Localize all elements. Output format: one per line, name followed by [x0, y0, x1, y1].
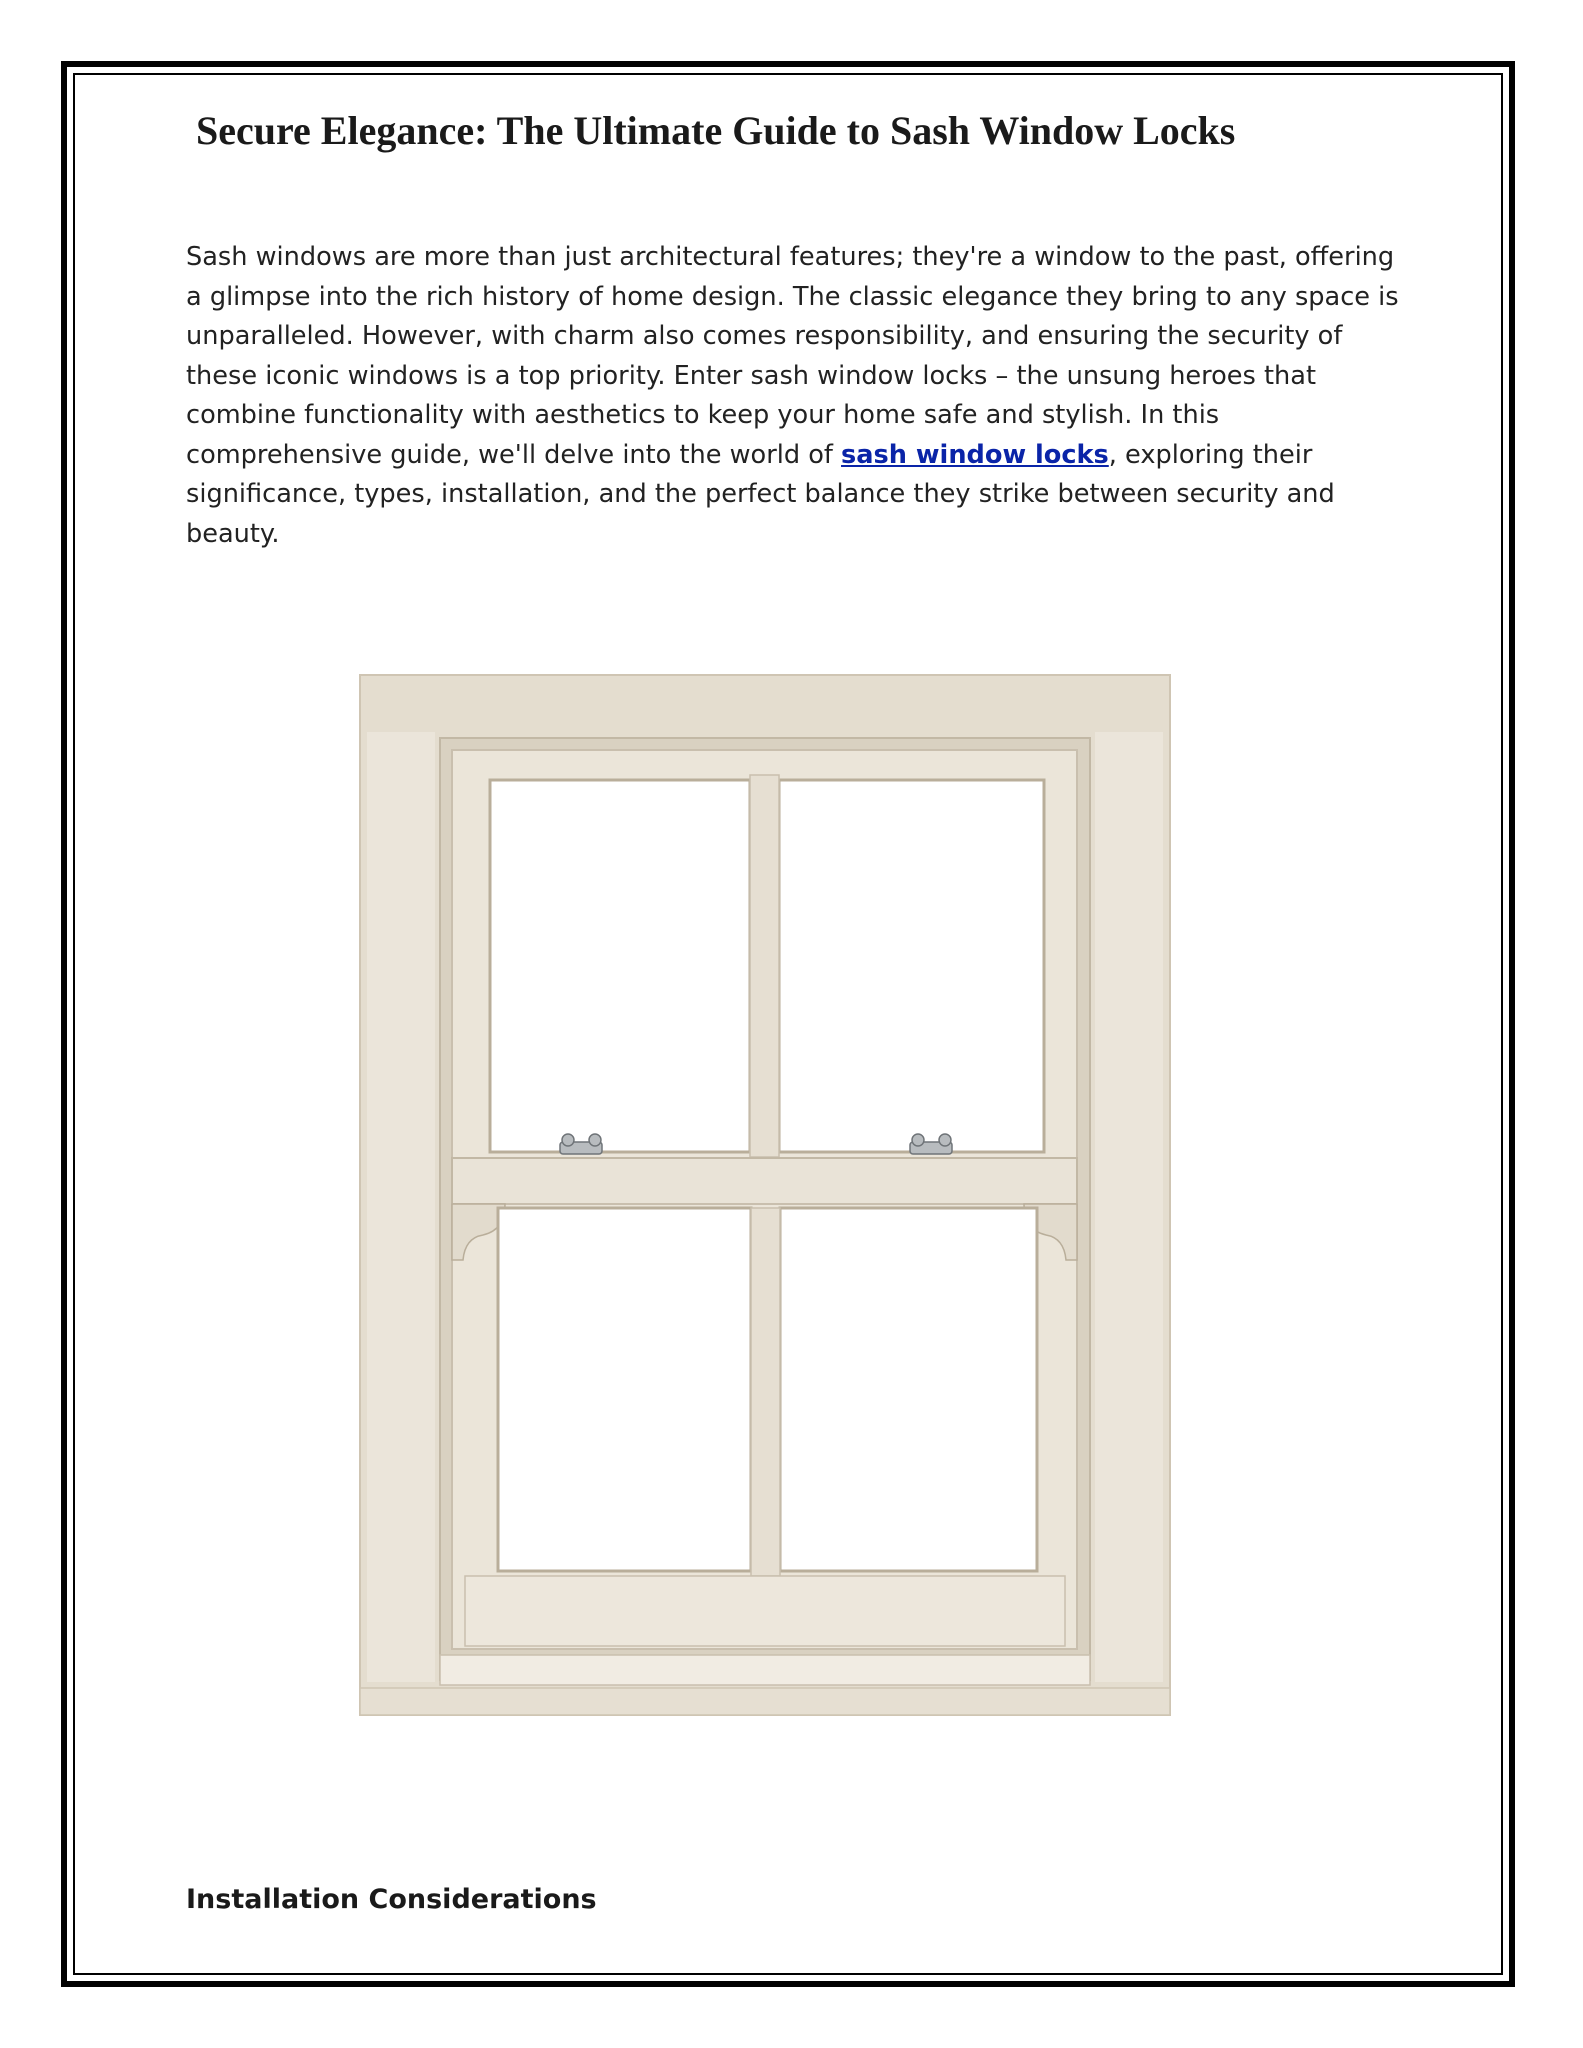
- sash-window-locks-link[interactable]: sash window locks: [841, 439, 1109, 470]
- upper-left-pane: [490, 780, 750, 1152]
- meeting-rail: [452, 1158, 1077, 1204]
- intro-paragraph: [186, 238, 1401, 554]
- intro-text-after-link: , exploring their significance, types, installation, and the perfect balance they strike between security and beauty.: [186, 439, 1335, 549]
- upper-right-pane: [779, 780, 1044, 1152]
- lower-right-pane: [780, 1208, 1037, 1571]
- document-title: Secure Elegance: The Ultimate Guide to Sash Window Locks: [196, 108, 1236, 153]
- window-sill: [440, 1655, 1090, 1685]
- sash-window-image: [355, 670, 1175, 1720]
- intro-text-before-link: Sash windows are more than just architectural features; they're a window to the past, offering a glimpse into the rich history of home design. The classic elegance they bring to any space is unparalleled. However, with charm also comes responsibility, and ensuring the security of these iconic windows is a top priority. Enter sash window locks – the unsung heroes that combine functionality with aesthetics to keep your home safe and stylish. In this comprehensive guide, we'll delve into the world of: [186, 242, 1399, 470]
- lower-left-pane: [498, 1208, 751, 1571]
- section-heading-installation: Installation Considerations: [186, 1884, 597, 1915]
